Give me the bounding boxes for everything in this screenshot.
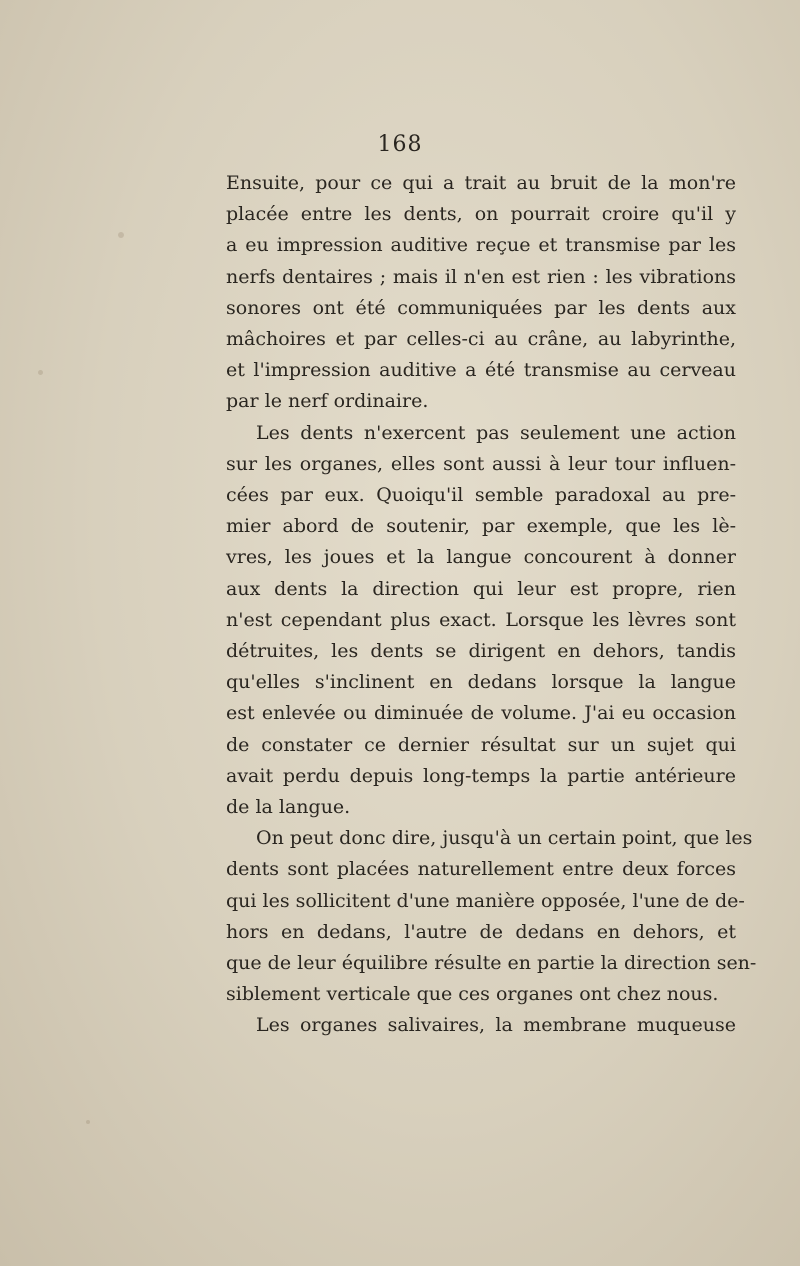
text-line: de la langue. <box>226 796 351 819</box>
text-line: mâchoires et par celles-ci au crâne, au labyrinthe, <box>226 328 736 351</box>
text-line: mier abord de soutenir, par exemple, que les lè- <box>226 515 736 538</box>
paragraph-start-line: Les dents n'exercent pas seulement une action <box>256 421 736 444</box>
text-line: sonores ont été communiquées par les dents aux <box>226 296 736 319</box>
text-line: et l'impression auditive a été transmise au cerveau <box>226 359 736 382</box>
paper-stain <box>86 1120 90 1124</box>
text-line: que de leur équilibre résulte en partie la direction sen- <box>226 952 757 975</box>
text-line: est enlevée ou diminuée de volume. J'ai eu occasion <box>226 702 736 725</box>
text-line: Ensuite, pour ce qui a trait au bruit de la mon're <box>226 172 736 194</box>
text-line: nerfs dentaires ; mais il n'en est rien : les vibrations <box>226 265 736 288</box>
text-line: siblement verticale que ces organes ont chez nous. <box>226 983 719 1006</box>
page-number: 168 <box>377 132 423 157</box>
paper-stain <box>38 370 43 375</box>
paragraph-start-line: On peut donc dire, jusqu'à un certain point, que les <box>256 827 753 850</box>
paragraph-start-line: Les organes salivaires, la membrane muqueuse <box>256 1014 736 1037</box>
text-line: a eu impression auditive reçue et transmise par les <box>226 234 736 257</box>
text-line: de constater ce dernier résultat sur un sujet qui <box>226 733 736 756</box>
paper-stain <box>118 232 124 238</box>
text-line: n'est cependant plus exact. Lorsque les lèvres sont <box>226 608 736 631</box>
text-line: détruites, les dents se dirigent en dehors, tandis <box>226 640 736 663</box>
text-line: aux dents la direction qui leur est propre, rien <box>226 577 736 600</box>
text-line: hors en dedans, l'autre de dedans en dehors, et <box>226 920 736 943</box>
text-line: vres, les joues et la langue concourent à donner <box>226 546 736 569</box>
text-line: cées par eux. Quoiqu'il semble paradoxal au pre- <box>226 484 736 507</box>
text-line: placée entre les dents, on pourrait croire qu'il y <box>226 203 736 226</box>
text-line: par le nerf ordinaire. <box>226 390 429 413</box>
body-text <box>226 168 757 1042</box>
text-line: qu'elles s'inclinent en dedans lorsque la langue <box>226 671 736 694</box>
text-line: qui les sollicitent d'une manière opposée, l'une de de- <box>226 889 745 912</box>
text-line: sur les organes, elles sont aussi à leur tour influen- <box>226 452 736 475</box>
text-line: dents sont placées naturellement entre deux forces <box>226 858 736 881</box>
text-line: avait perdu depuis long-temps la partie antérieure <box>226 764 736 787</box>
